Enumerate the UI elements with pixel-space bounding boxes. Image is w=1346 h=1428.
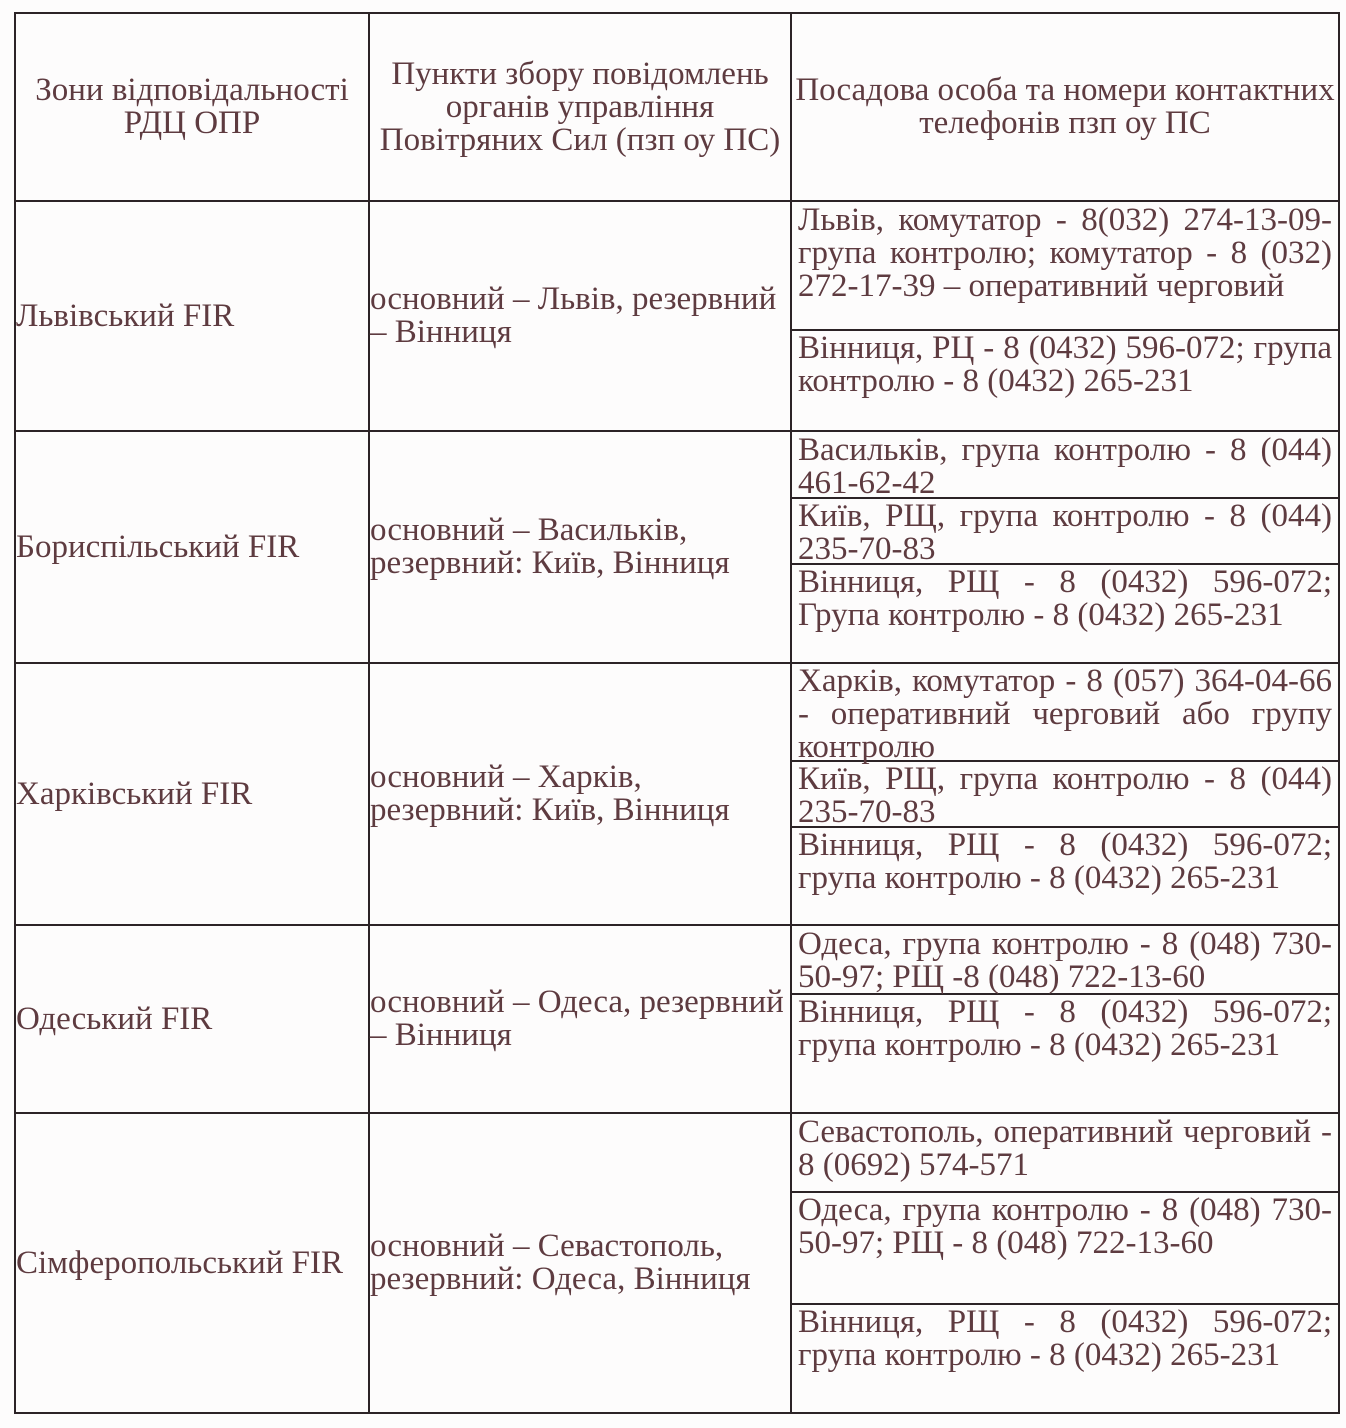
- zone-cell: Сімферопольський FIR: [15, 1113, 369, 1413]
- points-cell: основний – Васильків, резервний: Київ, Вінниця: [369, 431, 791, 663]
- points-cell: основний – Севастополь, резервний: Одеса, Вінниця: [369, 1113, 791, 1413]
- header-row: [15, 13, 1339, 201]
- contact-entry: Одеса, група контролю - 8 (048) 730-50-97; РЩ - 8 (048) 722-13-60: [792, 1193, 1338, 1305]
- table-row: [15, 925, 1339, 1113]
- table-row: [15, 431, 1339, 663]
- table-row: [15, 1113, 1339, 1413]
- contacts-cell: [791, 201, 1339, 431]
- contact-entry: Одеса, група контролю - 8 (048) 730-50-97; РЩ -8 (048) 722-13-60: [792, 927, 1338, 995]
- contact-entry: Львів, комутатор - 8(032) 274-13-09- група контролю; комутатор - 8 (032) 272-17-39 – оперативний черговий: [792, 203, 1338, 331]
- contacts-cell: [791, 1113, 1339, 1413]
- contact-entry: Київ, РЩ, група контролю - 8 (044) 235-70-83: [792, 499, 1338, 565]
- zone-cell: Львівський FIR: [15, 201, 369, 431]
- zone-cell: Бориспільський FIR: [15, 431, 369, 663]
- header-contacts: Посадова особа та номери контактних телефонів пзп оу ПС: [791, 13, 1339, 201]
- header-points: Пункти збору повідомлень органів управління Повітряних Сил (пзп оу ПС): [369, 13, 791, 201]
- zone-cell: Одеський FIR: [15, 925, 369, 1113]
- table-row: [15, 201, 1339, 431]
- points-cell: основний – Харків, резервний: Київ, Вінниця: [369, 663, 791, 925]
- contact-entry: Вінниця, РЩ - 8 (0432) 596-072; Група контролю - 8 (0432) 265-231: [798, 564, 1332, 633]
- contacts-cell: [791, 663, 1339, 925]
- contacts-table: [14, 12, 1340, 1414]
- points-cell: основний – Львів, резервний – Вінниця: [369, 201, 791, 431]
- contact-entry: Вінниця, РЦ - 8 (0432) 596-072; група контролю - 8 (0432) 265-231: [798, 330, 1332, 399]
- contact-entry: Вінниця, РЩ - 8 (0432) 596-072; група контролю - 8 (0432) 265-231: [798, 994, 1332, 1063]
- contact-entry: Вінниця, РЩ - 8 (0432) 596-072; група контролю - 8 (0432) 265-231: [798, 827, 1332, 896]
- zone-cell: Харківський FIR: [15, 663, 369, 925]
- contact-entry: Севастополь, оперативний черговий - 8 (0692) 574-571: [792, 1115, 1338, 1193]
- contacts-cell: [791, 925, 1339, 1113]
- points-cell: основний – Одеса, резервний – Вінниця: [369, 925, 791, 1113]
- contacts-cell: [791, 431, 1339, 663]
- contact-entry: Васильків, група контролю - 8 (044) 461-62-42: [792, 433, 1338, 499]
- contact-entry: Харків, комутатор - 8 (057) 364-04-66 - оперативний черговий або групу контролю: [792, 664, 1338, 762]
- table-row: [15, 663, 1339, 925]
- header-zones: Зони відповідальності РДЦ ОПР: [15, 13, 369, 201]
- contact-entry: Київ, РЩ, група контролю - 8 (044) 235-70-83: [792, 762, 1338, 828]
- contact-entry: Вінниця, РЩ - 8 (0432) 596-072; група контролю - 8 (0432) 265-231: [798, 1304, 1332, 1373]
